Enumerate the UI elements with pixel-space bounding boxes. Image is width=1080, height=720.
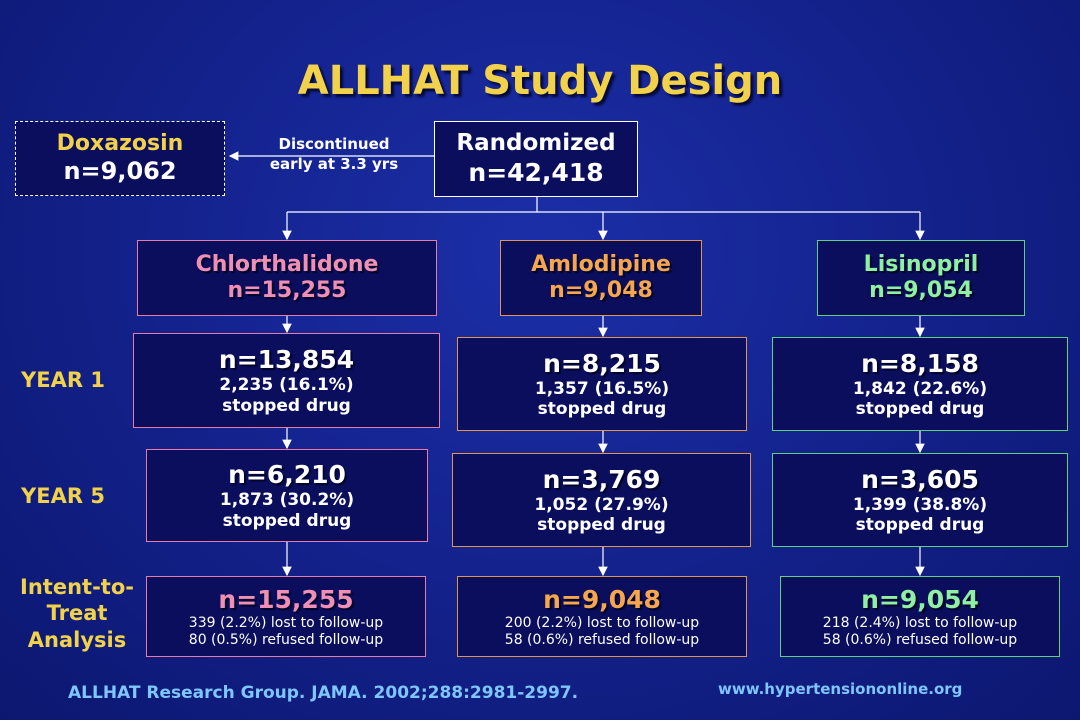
- amlodipine-itt-lost: 200 (2.2%) lost to follow-up: [504, 614, 700, 631]
- chlorthalidone-year5-box: [146, 449, 428, 542]
- randomized-n: n=42,418: [468, 157, 604, 187]
- lisinopril-itt-n: n=9,054: [861, 584, 979, 614]
- year5-label: YEAR 5: [21, 484, 105, 508]
- chlorthalidone-year1-text: stopped drug: [222, 395, 351, 416]
- amlodipine-year1-box: [457, 337, 747, 431]
- amlodipine-year1-stopped: 1,357 (16.5%): [534, 378, 670, 399]
- chlorthalidone-year5-text: stopped drug: [222, 510, 352, 531]
- amlodipine-itt-refused: 58 (0.6%) refused follow-up: [504, 631, 700, 648]
- randomized-label: Randomized: [456, 130, 616, 157]
- lisinopril-year1-box: [772, 337, 1068, 431]
- randomized-box: [434, 121, 638, 197]
- chlorthalidone-year1-box: [133, 333, 440, 428]
- amlodipine-label: Amlodipine: [531, 251, 671, 277]
- itt-label-line3: Analysis: [27, 627, 127, 652]
- doxazosin-label: Doxazosin: [56, 130, 184, 156]
- chlorthalidone-itt-box: [146, 576, 426, 657]
- doxazosin-box: [15, 121, 225, 196]
- lisinopril-itt-refused: 58 (0.6%) refused follow-up: [822, 631, 1018, 648]
- amlodipine-year1-n: n=8,215: [543, 348, 661, 378]
- itt-label: [2, 574, 152, 653]
- chlorthalidone-itt-n: n=15,255: [218, 584, 354, 614]
- amlodipine-n: n=9,048: [549, 278, 653, 303]
- chlorthalidone-year1-stopped: 2,235 (16.1%): [219, 375, 354, 396]
- lisinopril-box: [817, 240, 1025, 316]
- amlodipine-year1-text: stopped drug: [537, 399, 667, 419]
- lisinopril-year5-text: stopped drug: [855, 515, 985, 535]
- lisinopril-itt-box: [780, 576, 1060, 657]
- amlodipine-year5-box: [452, 453, 751, 547]
- lisinopril-itt-lost: 218 (2.4%) lost to follow-up: [822, 614, 1018, 631]
- lisinopril-year1-stopped: 1,842 (22.6%): [852, 378, 988, 399]
- discontinued-line2: early at 3.3 yrs: [269, 154, 399, 173]
- lisinopril-year1-text: stopped drug: [855, 399, 985, 419]
- amlodipine-year5-text: stopped drug: [537, 515, 666, 535]
- chlorthalidone-itt-refused: 80 (0.5%) refused follow-up: [188, 631, 384, 648]
- doxazosin-n: n=9,062: [63, 157, 177, 186]
- lisinopril-year5-box: [772, 453, 1068, 547]
- chlorthalidone-box: [137, 240, 437, 316]
- source-url-link[interactable]: www.hypertensiononline.org: [718, 680, 963, 698]
- amlodipine-itt-box: [457, 576, 747, 657]
- chlorthalidone-label: Chlorthalidone: [195, 251, 379, 277]
- lisinopril-n: n=9,054: [869, 278, 973, 303]
- discontinued-line1: Discontinued: [278, 135, 390, 153]
- year1-label: YEAR 1: [21, 368, 105, 392]
- chlorthalidone-n: n=15,255: [227, 278, 347, 303]
- chlorthalidone-year1-n: n=13,854: [218, 345, 355, 375]
- chlorthalidone-year5-n: n=6,210: [228, 460, 346, 490]
- lisinopril-label: Lisinopril: [863, 251, 979, 277]
- page-title: ALLHAT Study Design: [297, 58, 783, 104]
- chlorthalidone-itt-lost: 339 (2.2%) lost to follow-up: [188, 614, 384, 631]
- itt-label-line2: Treat: [46, 601, 108, 626]
- lisinopril-year5-n: n=3,605: [861, 464, 979, 494]
- discontinued-note: [248, 135, 420, 174]
- amlodipine-year5-n: n=3,769: [542, 464, 661, 494]
- amlodipine-year5-stopped: 1,052 (27.9%): [534, 494, 669, 515]
- amlodipine-itt-n: n=9,048: [543, 584, 661, 614]
- lisinopril-year1-n: n=8,158: [861, 348, 979, 378]
- lisinopril-year5-stopped: 1,399 (38.8%): [852, 494, 988, 515]
- chlorthalidone-year5-stopped: 1,873 (30.2%): [219, 490, 355, 511]
- amlodipine-box: [500, 240, 702, 316]
- citation-footer: ALLHAT Research Group. JAMA. 2002;288:2981-2997.: [68, 683, 579, 703]
- itt-label-line1: Intent-to-: [20, 575, 134, 599]
